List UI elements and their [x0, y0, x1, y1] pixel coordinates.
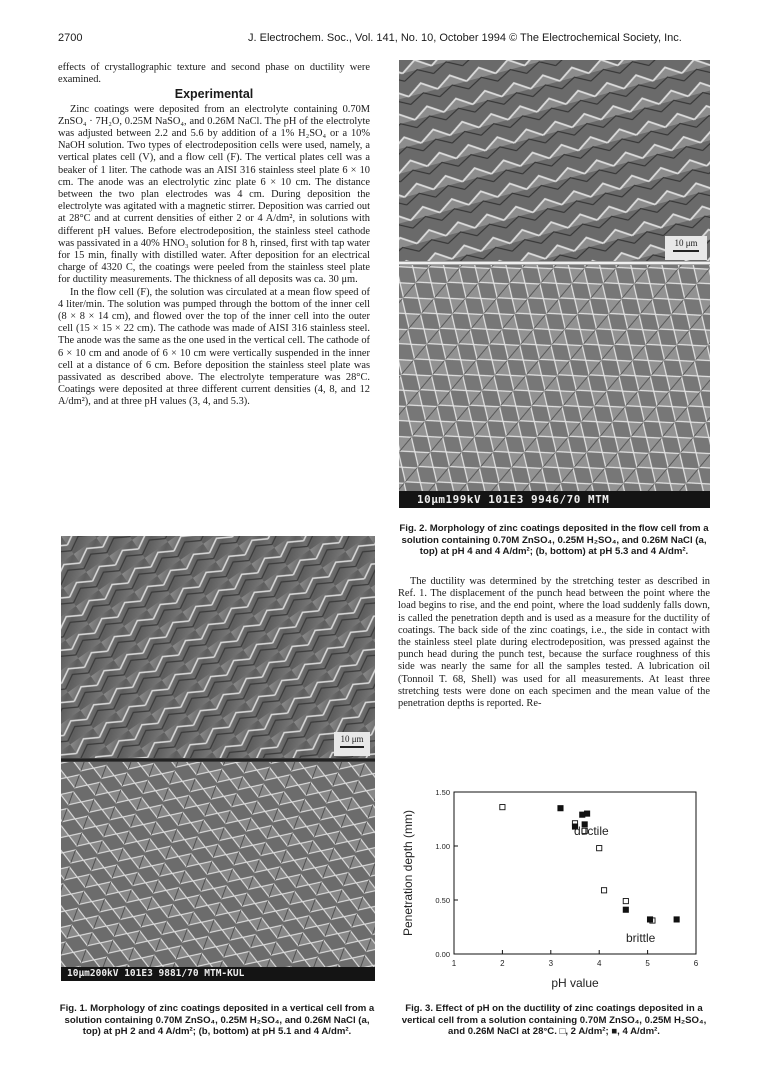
figure-1-caption: Fig. 1. Morphology of zinc coatings deposited in a vertical cell from a solution containing 0.70M ZnSO₄, 0.25M H₂SO₄, and 0.26M NaCl (a, top) at pH 2 and 4 A/dm²; (b, bottom) at pH 5.1 and 4 A/dm².: [59, 1003, 375, 1037]
experimental-paragraph-1: Zinc coatings were deposited from an electrolyte containing 0.70M ZnSO₄ · 7H₂O, 0.25M NaSO₄, and 0.26M NaCl. The pH of the electrolyte was adjusted between 2.2 and 5.6 by addition of a 1% H₂SO₄ or a 10% NaOH solution. Two types of electrodeposition cells were used, namely, a vertical plates cell (V), and a flow cell (F). The vertical plates cell was a beaker of 1 liter. The cathode was an AISI 316 stainless steel plate 6 × 10 cm. The anode was an electrolytic zinc plate 6 × 10 cm. The distance between the two plan electrodes was 4 cm. During deposition the electrolyte was agitated with a magnetic stirrer. Deposition was carried out at 28°C and at current densities of either 2 or 4 A/dm², in solutions with different pH values. Before electrodeposition, the stainless steel cathode was passivated in a 40% HNO₃ solution for 8 h, rinsed, first with tap water for 15 min, finally with distilled water. After deposition for an electrical charge of 4320 C, the coatings were peeled from the stainless steel plate for ductility measurements. The thickness of all deposits was ca. 30 μm.: [58, 103, 370, 286]
section-title-experimental: Experimental: [174, 87, 254, 102]
journal-header: J. Electrochem. Soc., Vol. 141, No. 10, October 1994 © The Electrochemical Society, Inc.: [248, 32, 682, 44]
figure-1-scale-bar: [334, 732, 370, 756]
data-point-4A: [647, 917, 652, 922]
x-tick-label: 5: [645, 959, 650, 968]
data-point-4A: [585, 811, 590, 816]
figure-1-image: [61, 536, 375, 981]
data-point-2A: [597, 846, 602, 851]
annotation-ductile: ductile: [574, 824, 609, 838]
right-text-column: [398, 576, 710, 710]
figure-2-scale-label: 10 μm: [674, 238, 698, 248]
intro-paragraph: effects of crystallographic texture and second phase on ductility were examined.: [58, 62, 370, 86]
figure-1-info-strip: 10μm200kV 101E3 9881/70 MTM-KUL: [61, 967, 375, 981]
figure-2-micrograph: [399, 60, 710, 508]
figure-2-image: [399, 60, 710, 508]
x-axis-label: pH value: [551, 976, 599, 990]
y-tick-label: 0.50: [435, 896, 450, 905]
figure-1-micrograph: [61, 536, 375, 981]
x-tick-label: 3: [548, 959, 554, 968]
ductility-paragraph: The ductility was determined by the stretching tester as described in Ref. 1. The displacement of the punch head between the point where the load begins to rise, and the end point, where the load suddenly falls down, is called the penetration depth and is used as a measure for the ductility of coatings. The back side of the zinc coatings, i.e., the side in contact with the stainless steel plate during electrodeposition, was pressed against the punch head during the punch test, because the surface roughness of this side was nearly the same for all the samples tested. A lubrication oil (Tonnoil T. 68, Shell) was used for all measurements. At least three stretching tests were done on each specimen and the mean value of the penetration depths is reported. Re-: [398, 576, 710, 710]
x-tick-label: 2: [500, 959, 505, 968]
annotation-brittle: brittle: [626, 931, 656, 945]
experimental-paragraph-2: In the flow cell (F), the solution was circulated at a mean flow speed of 4 liter/min. The solution was pumped through the bottom of the inner cell (8 × 8 × 14 cm), and flowed over the top of the inner cell into the outer cell (15 × 15 × 22 cm). The cathode was made of AISI 316 stainless steel. The anode was the same as the one used in the vertical cell. The cathode of 6 × 10 cm and anode of 6 × 10 cm were vertically suspended in the inner cell at a distance of 6 cm. Before deposition the stainless steel plate was passivated as described above. The electrolyte temperature was 28°C. Coatings were deposited at three different current densities (4, 8, and 12 A/dm²), and at three pH values (3, 4, and 5.3).: [58, 286, 370, 408]
figure-3-chart-svg: [396, 780, 714, 990]
left-text-column: [58, 62, 370, 409]
y-tick-label: 1.00: [435, 842, 450, 851]
figure-1-scale-label: 10 μm: [340, 734, 364, 744]
figure-3-chart: [396, 780, 714, 990]
figure-2-scale-bar: [665, 236, 707, 260]
x-tick-label: 4: [596, 959, 602, 968]
plot-frame: [454, 792, 696, 954]
y-axis-label: Penetration depth (mm): [401, 809, 415, 937]
figure-3-caption: Fig. 3. Effect of pH on the ductility of zinc coatings deposited in a vertical cell from a solution containing 0.70M ZnSO₄, 0.25M H₂SO₄, and 0.26M NaCl at 28°C. □, 2 A/dm²; ■, 4 A/dm².: [401, 1003, 707, 1037]
data-point-4A: [558, 806, 563, 811]
data-point-2A: [623, 898, 628, 903]
data-point-4A: [623, 907, 628, 912]
y-tick-label: 0.00: [435, 950, 450, 959]
figure-2-caption: Fig. 2. Morphology of zinc coatings deposited in the flow cell from a solution containing 0.70M ZnSO₄, 0.25M H₂SO₄, and 0.26M NaCl (a, top) at pH 4 and 4 A/dm²; (b, bottom) at pH 5.3 and 4 A/dm².: [399, 523, 709, 557]
x-tick-label: 6: [693, 959, 699, 968]
data-point-4A: [674, 917, 679, 922]
y-tick-label: 1.50: [435, 788, 450, 797]
page-number: 2700: [58, 32, 83, 44]
data-point-2A: [601, 888, 606, 893]
figure-2-info-strip: 10μm199kV 101E3 9946/70 MTM: [399, 491, 710, 508]
x-tick-label: 1: [451, 959, 457, 968]
data-point-2A: [500, 805, 505, 810]
